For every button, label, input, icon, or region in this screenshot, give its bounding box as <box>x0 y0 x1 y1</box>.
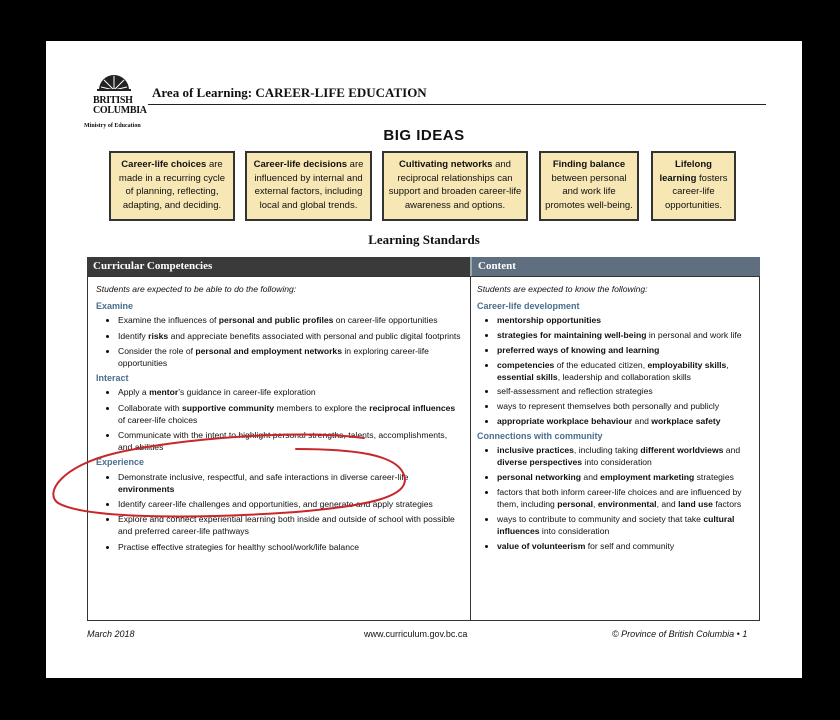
curriculum-page <box>46 41 802 678</box>
big-idea-5: Lifelong learning fosters career-life opportunities. <box>651 151 736 221</box>
page-title: Area of Learning: CAREER-LIFE EDUCATION <box>152 85 427 100</box>
footer-url[interactable]: www.curriculum.gov.bc.ca <box>364 629 468 639</box>
list-item: • Demonstrate inclusive, respectful, and safe interactions in diverse career-life environments <box>118 471 462 495</box>
list-item: • Collaborate with supportive community members to explore the reciprocal influences of career-life choices <box>118 402 462 426</box>
list-item: • ways to represent themselves both personally and publicly <box>497 400 753 412</box>
list-item: • mentorship opportunities <box>497 314 753 326</box>
list-item: • Explore and connect experiential learning both inside and outside of school with possible and preferred career-life pathways <box>118 513 462 537</box>
list-item: • appropriate workplace behaviour and workplace safety <box>497 415 753 427</box>
curricular-competencies-column <box>87 276 471 621</box>
connections-list <box>477 444 753 552</box>
list-item: • Identify risks and appreciate benefits associated with personal and public digital footprints <box>118 330 462 342</box>
sun-crest-icon <box>95 66 133 92</box>
career-development-list <box>477 314 753 427</box>
list-item: • value of volunteerism for self and community <box>497 540 753 552</box>
list-item: • personal networking and employment marketing strategies <box>497 471 753 483</box>
interact-list <box>96 386 462 453</box>
list-item: • preferred ways of knowing and learning <box>497 344 753 356</box>
ministry-label: Ministry of Education <box>84 123 141 129</box>
cc-intro: Students are expected to be able to do the following: <box>96 284 297 294</box>
section-connections-with-community: Connections with community <box>477 431 603 442</box>
content-header: Content <box>470 257 760 276</box>
list-item: • Identify career-life challenges and opportunities, and generate and apply strategies <box>118 498 462 510</box>
list-item: • inclusive practices, including taking different worldviews and diverse perspectives into consideration <box>497 444 753 468</box>
examine-list <box>96 314 462 369</box>
learning-standards-heading: Learning Standards <box>368 232 480 247</box>
experience-list <box>96 471 462 553</box>
section-career-life-development: Career-life development <box>477 301 580 312</box>
list-item: • strategies for maintaining well-being in personal and work life <box>497 329 753 341</box>
list-item: • competencies of the educated citizen, employability skills, essential skills, leadership and collaboration skills <box>497 359 753 383</box>
big-ideas-heading: BIG IDEAS <box>383 127 465 144</box>
title-divider <box>148 104 766 105</box>
logo-text-british: BRITISH <box>93 95 133 106</box>
list-item: • ways to contribute to community and society that take cultural influences into consideration <box>497 513 753 537</box>
list-item: • Communicate with the intent to highlight personal strengths, talents, accomplishments, and abilities <box>118 429 462 453</box>
list-item: • Examine the influences of personal and public profiles on career-life opportunities <box>118 314 462 326</box>
logo-text-columbia: COLUMBIA <box>93 105 147 116</box>
list-item: • Consider the role of personal and employment networks in exploring career-life opportunities <box>118 345 462 369</box>
content-intro: Students are expected to know the following: <box>477 284 648 294</box>
footer-date: March 2018 <box>87 629 135 639</box>
footer-copyright: © Province of British Columbia • 1 <box>612 629 748 639</box>
list-item: • Apply a mentor’s guidance in career-life exploration <box>118 386 462 398</box>
section-experience: Experience <box>96 457 145 468</box>
curricular-competencies-header: Curricular Competencies <box>87 257 470 276</box>
big-idea-3: Cultivating networks and reciprocal relationships can support and broaden career-life awareness and options. <box>382 151 528 221</box>
big-idea-4: Finding balance between personal and work life promotes well-being. <box>539 151 639 221</box>
list-item: • factors that both inform career-life choices and are influenced by them, including personal, environmental, and land use factors <box>497 486 753 510</box>
list-item: • Practise effective strategies for healthy school/work/life balance <box>118 541 462 553</box>
section-examine: Examine <box>96 301 134 312</box>
list-item: • self-assessment and reflection strategies <box>497 385 753 397</box>
content-column <box>470 276 760 621</box>
big-idea-1: Career-life choices are made in a recurring cycle of planning, reflecting, adapting, and deciding. <box>109 151 235 221</box>
section-interact: Interact <box>96 373 129 384</box>
big-idea-2: Career-life decisions are influenced by internal and external factors, including local and global trends. <box>245 151 372 221</box>
